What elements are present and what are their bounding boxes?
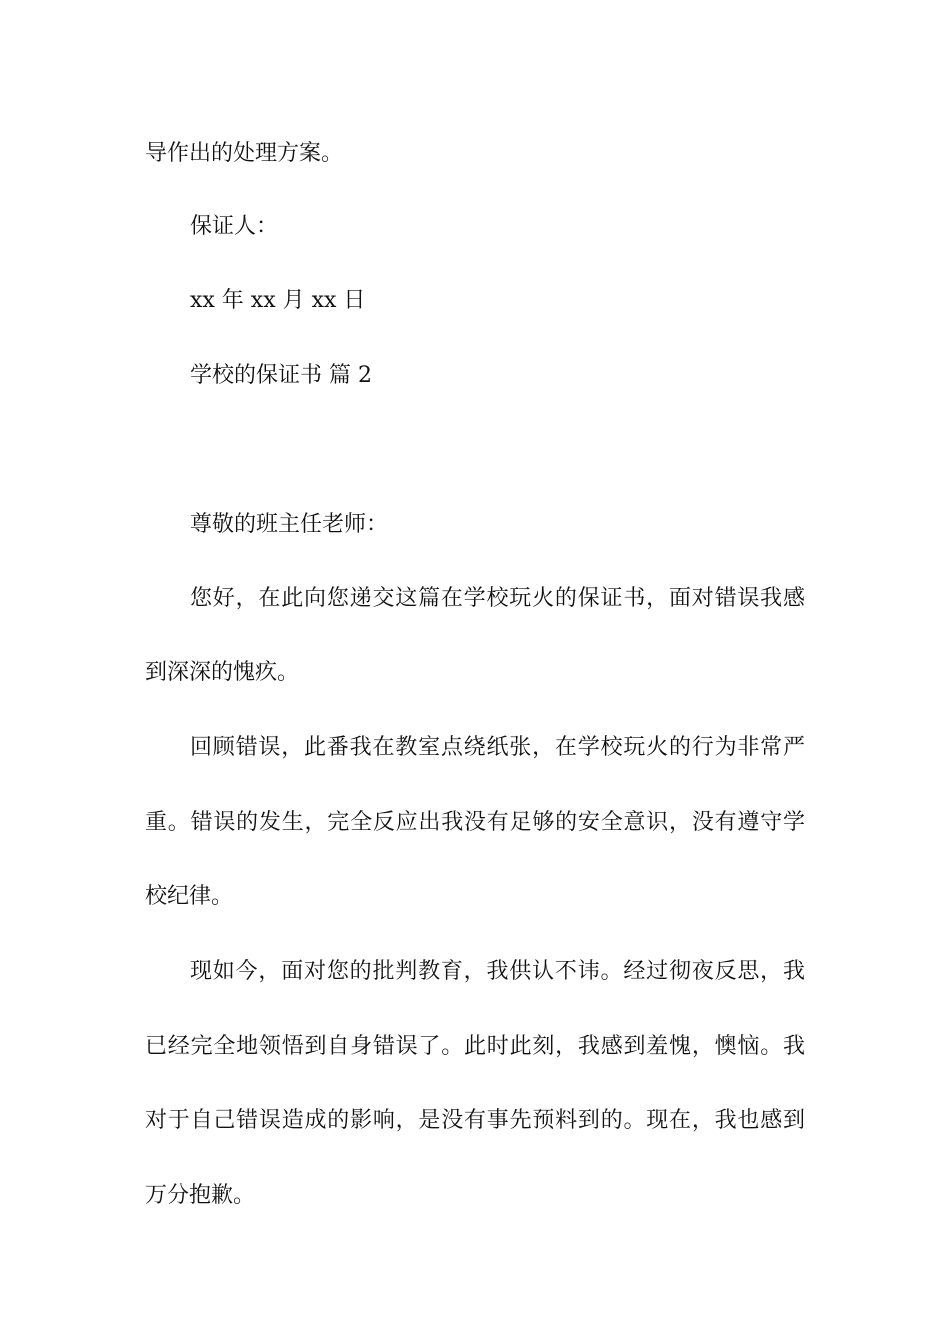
text-line: 导作出的处理方案。 xyxy=(145,141,344,166)
salutation: 尊敬的班主任老师： xyxy=(190,512,389,537)
section-heading: 学校的保证书 篇 2 xyxy=(190,363,372,388)
text-line: 校纪律。 xyxy=(145,884,234,909)
text-line: 重。错误的发生，完全反应出我没有足够的安全意识，没有遵守学 xyxy=(145,810,805,835)
text-line: 到深深的愧疚。 xyxy=(145,660,300,685)
text-line: 对于自己错误造成的影响，是没有事先预料到的。现在，我也感到 xyxy=(145,1108,805,1133)
date-line: xx 年 xx 月 xx 日 xyxy=(190,288,366,313)
text-line: 万分抱歉。 xyxy=(145,1183,256,1208)
text-line: 已经完全地领悟到自身错误了。此时此刻，我感到羞愧，懊恼。我 xyxy=(145,1034,805,1059)
text-line: 您好，在此向您递交这篇在学校玩火的保证书，面对错误我感 xyxy=(190,586,805,611)
text-line: 回顾错误，此番我在教室点绕纸张，在学校玩火的行为非常严 xyxy=(190,735,805,760)
text-line: 现如今，面对您的批判教育，我供认不讳。经过彻夜反思，我 xyxy=(190,959,805,984)
guarantor-label: 保证人： xyxy=(190,214,279,239)
